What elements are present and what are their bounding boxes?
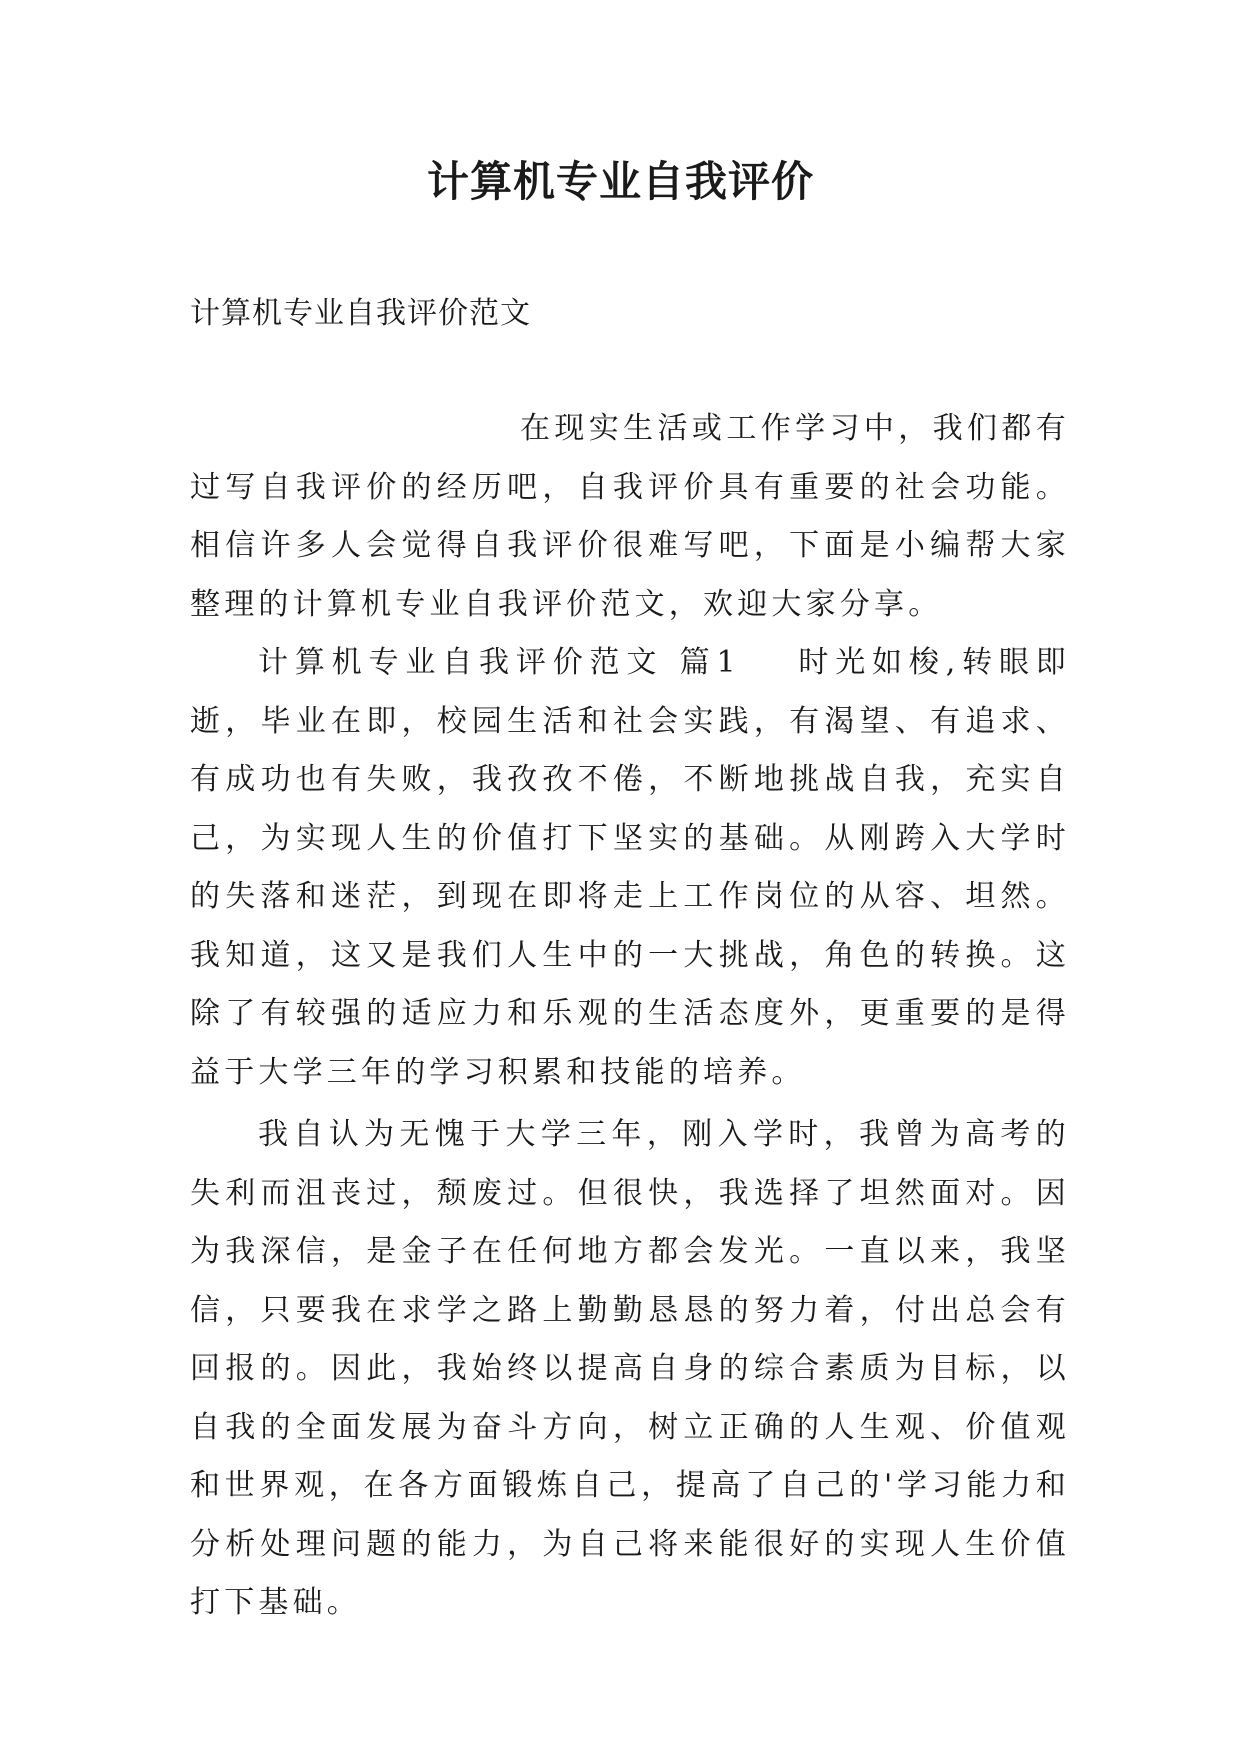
section-paragraph-2: 我自认为无愧于大学三年，刚入学时，我曾为高考的失利而沮丧过，颓废过。但很快，我选择了坦然面对。因为我深信，是金子在任何地方都会发光。一直以来，我坚信，只要我在求学之路上勤勤恳恳的努力着，付出总会有回报的。因此，我始终以提高自身的综合素质为目标，以自我的全面发展为奋斗方向，树立正确的人生观、价值观和世界观，在各方面锻炼自己，提高了自己的'学习能力和分析处理问题的能力，为自己将来能很好的实现人生价值打下基础。 (190, 1117, 1070, 1620)
section-paragraph-1-text: 时光如梭,转眼即逝，毕业在即，校园生活和社会实践，有渴望、有追求、有成功也有失败，我孜孜不倦，不断地挑战自我，充实自己，为实现人生的价值打下坚实的基础。从刚跨入大学时的失落和迷茫，到现在即将走上工作岗位的从容、坦然。我知道，这又是我们人生中的一大挑战，角色的转换。这除了有较强的适应力和乐观的生活态度外，更重要的是得益于大学三年的学习积累和技能的培养。 (190, 645, 1070, 1090)
document-title: 计算机专业自我评价 (426, 157, 814, 206)
intro-paragraph: 在现实生活或工作学习中，我们都有过写自我评价的经历吧，自我评价具有重要的社会功能。相信许多人会觉得自我评价很难写吧，下面是小编帮大家整理的计算机专业自我评价范文，欢迎大家分享。 (190, 411, 1070, 622)
section-paragraph-1 (190, 634, 1070, 1102)
section-heading: 计算机专业自我评价范文 篇1 (258, 645, 740, 680)
document-subtitle: 计算机专业自我评价范文 (190, 296, 531, 331)
